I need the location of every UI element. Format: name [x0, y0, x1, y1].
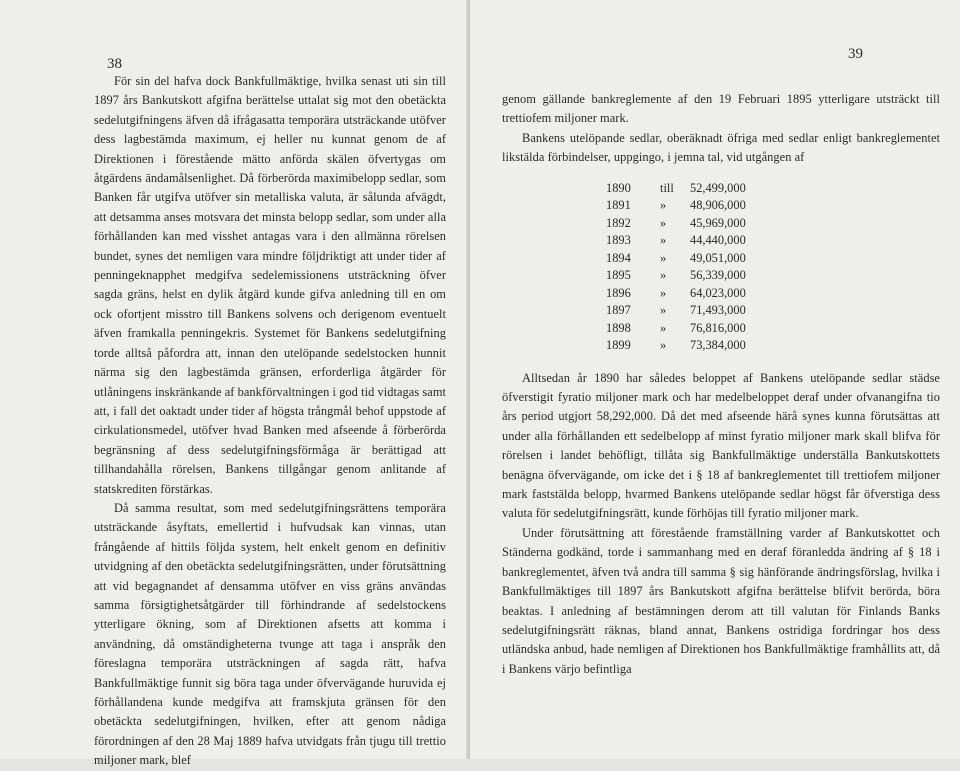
table-row — [606, 337, 746, 355]
table-row — [606, 302, 746, 320]
right-paragraph-3: Alltsedan år 1890 har således beloppet af Bankens utelöpande sedlar städse öfverstigit fyratio miljoner mark och har medelbeloppet deraf under ofvanangifna tio års period utgjort 58,292,000. Då det med afseende härå synes kunna förutsättas att under alla förhållanden ett sedelbelopp af minst fyratio miljoner mark skall blifva för rörelsen i landet behöfligt, tillåta sig Bankfullmäktige underställa Bankutskottets benägna öfvervägande, om icke det i § 18 af bankreglementet till trettiofem miljoner mark faststälda belopp, hvarmed Bankens utelöpande sedlar högst får öfverstiga dess valuta för sedelutgifningsrätt, kunde förhöjas till fyratio miljoner mark. — [502, 370, 940, 521]
table-row — [606, 320, 746, 338]
table-separator: » — [660, 303, 667, 318]
table-row — [606, 180, 746, 198]
left-paragraph-1: För sin del hafva dock Bankfullmäktige, hvilka senast uti sin till 1897 års Bankutskott afgifna berättelse uttalat sig mot den obetäckta sedelutgifningens äfven då ifrågasatta temporära utsträckande utöfver dess lagbestämda maximum, ej heller nu kunnat genom de af Direktionen i förestående mätto anförda skälen öfvertygas om åtgärdens ändamålsenlighet. Då förberörda maximibelopp sedlar, som Banken får utgifva utöfver sin metalliska valuta, är sålunda afvägdt, att detsamma anses motsvara det minsta belopp sedlar, som under alla förhållanden kan med visshet antagas vara i den allmänna rörelsen bundet, synes det nemligen vara mindre följdriktigt att under tider af penningeknapphet medgifva sedelemissionens utsträckning öfver sagda gräns, helst en dylik åtgärd kunde gifva anledning till en om ock ofortjent misstro till Bankens solvens och derigenom eventuelt äfven framkalla penningekris. Systemet för Bankens sedelutgifning torde alltså påfordra att, innan den utelöpande sedelstocken hunnit närma sig den lagbestämda gränsen, erforderliga åtgärder för utlåningens inskränkande af bankförvaltningen i god tid vidtagas samt att, i fall det oaktadt under tider af högsta trångmål behof uppstode af cirkulationsmedel, utöfver hvad Banken med afseende å förberörda begränsning af dess sedelutgifningsförmåga är berättigad att tillhandahålla rörelsen, Bankens tillgångar genom anlitande af statskrediten förstärkas. — [94, 74, 446, 496]
table-separator: » — [660, 285, 667, 300]
left-page — [0, 0, 470, 768]
right-page-text — [502, 90, 940, 679]
left-page-text — [94, 72, 446, 771]
table-year: 1894 — [606, 250, 631, 265]
left-paragraph-2: Då samma resultat, som med sedelutgifningsrättens temporära utsträckande åsyftats, emellertid i hufvudsak kan vinnas, utan frångående af hittils följda system, helt enkelt genom en definitiv utvidgning af den obetäckta sedelutgifningsrätten, under förutsättning att vid begagnandet af densamma utöfver en viss gräns användas samma försigtighetsåtgärder till förhindrande af sedelstockens ytterligare ökning, som af Direktionen afsetts att komma i användning, då omständigheterna tvunge att taga i anspråk den föreslagna temporära utsträckningen af sagda rätt, hafva Bankfullmäktige funnit sig böra taga under öfvervägande huruvida ej förhållandena kunde medgifva att framskjuta gränsen för den obetäckta sedelutgifningen, hvilken, efter att genom nådiga förordningen af den 28 Maj 1889 hafva utvidgats från tjugu till trettio miljoner mark, blef — [94, 500, 446, 768]
right-paragraph-1: genom gällande bankreglemente af den 19 Februari 1895 ytterligare utsträckt till trettiofem miljoner mark. — [502, 92, 940, 126]
table-separator: till — [660, 180, 674, 195]
table-row — [606, 232, 746, 250]
table-separator: » — [660, 215, 667, 230]
table-amount: 45,969,000 — [690, 215, 746, 230]
table-separator: » — [660, 233, 667, 248]
table-separator: » — [660, 320, 667, 335]
table-year: 1895 — [606, 268, 631, 283]
table-year: 1897 — [606, 303, 631, 318]
table-row — [606, 267, 746, 285]
table-amount: 49,051,000 — [690, 250, 746, 265]
table-year: 1893 — [606, 233, 631, 248]
table-year: 1890 — [606, 180, 631, 195]
left-page-number: 38 — [107, 56, 122, 72]
right-paragraph-2: Bankens utelöpande sedlar, oberäknadt öfriga med sedlar enligt bankreglementet likstälda förbindelser, uppgingo, i jemna tal, vid utgången af — [502, 130, 940, 165]
table-separator: » — [660, 250, 667, 265]
table-amount: 52,499,000 — [690, 180, 746, 195]
table-amount: 64,023,000 — [690, 285, 746, 300]
table-amount: 56,339,000 — [690, 268, 746, 283]
table-amount: 44,440,000 — [690, 233, 746, 248]
table-row — [606, 285, 746, 303]
banknotes-table — [606, 180, 746, 355]
right-page-number: 39 — [848, 46, 863, 62]
table-amount: 48,906,000 — [690, 198, 746, 213]
right-page — [470, 0, 960, 759]
table-amount: 71,493,000 — [690, 303, 746, 318]
table-separator: » — [660, 338, 667, 353]
right-paragraph-4: Under förutsättning att förestående framställning varder af Bankutskottet och Ständerna godkänd, torde i sammanhang med en deraf föranledda ändring af § 18 i bankreglementet, äfven två andra till samma § sig hänförande ändringsförslag, hvilka i Bankfullmäktiges till 1897 års Bankutskott afgifna berättelse blifvit berörda, böra beaktas. I anledning af bestämningen derom att till valutan för Finlands Banks sedelutgifningsrätt räknas, bland annat, Bankens ostridiga fordringar hos dess utländska anbud, hade nemligen af Direktionen hos Bankfullmäktige framhållits att, då i Bankens värjo befintliga — [502, 525, 940, 676]
table-year: 1896 — [606, 285, 631, 300]
table-amount: 73,384,000 — [690, 338, 746, 353]
table-year: 1898 — [606, 320, 631, 335]
table-year: 1899 — [606, 338, 631, 353]
table-row — [606, 250, 746, 268]
table-separator: » — [660, 268, 667, 283]
table-amount: 76,816,000 — [690, 320, 746, 335]
table-year: 1891 — [606, 198, 631, 213]
table-year: 1892 — [606, 215, 631, 230]
table-row — [606, 197, 746, 215]
table-separator: » — [660, 198, 667, 213]
table-row — [606, 215, 746, 233]
